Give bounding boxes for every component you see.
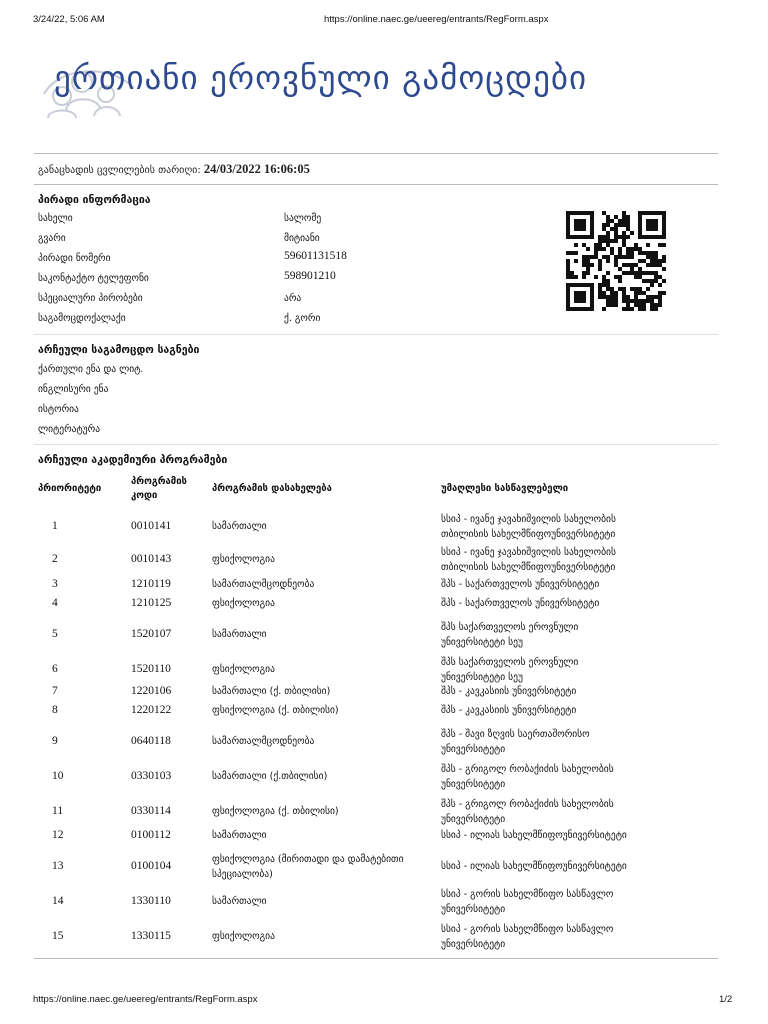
- row-program-code: 0010141: [131, 520, 172, 532]
- row-program-code: 1220122: [131, 704, 172, 716]
- row-institution: შპს - კავკასიის უნივერსიტეტი: [441, 705, 577, 716]
- divider: [34, 444, 718, 445]
- row-program-code: 0100112: [131, 829, 171, 841]
- pi-value-personal-number: 59601131518: [284, 250, 347, 262]
- row-institution: შპს საქართველოს ეროვნული: [441, 622, 579, 633]
- row-program-code: 1220106: [131, 685, 172, 697]
- row-program-name: სამართალი (ქ.თბილისი): [212, 771, 328, 782]
- row-institution: სსიპ - ივანე ჯავახიშვილის სახელობის: [441, 547, 616, 558]
- row-institution: უნივერსიტეტი: [441, 939, 506, 950]
- row-institution: უნივერსიტეტი: [441, 744, 506, 755]
- row-priority: 6: [52, 663, 58, 675]
- row-program-code: 1210125: [131, 597, 172, 609]
- pi-value-phone: 598901210: [284, 270, 336, 282]
- row-priority: 3: [52, 578, 58, 590]
- header-program-name: პროგრამის დასახელება: [212, 483, 332, 494]
- subject-item: ინგლისური ენა: [38, 384, 109, 395]
- row-institution: შპს - გრიგოლ რობაქიძის სახელობის: [441, 764, 614, 775]
- row-priority: 4: [52, 597, 58, 609]
- row-program-name: სამართალი (ქ. თბილისი): [212, 686, 331, 697]
- row-program-name: ფსიქოლოგია (მირითადი და დამატებითი: [212, 854, 404, 865]
- row-institution: უნივერსიტეტი სეუ: [441, 637, 523, 648]
- row-program-code: 1520110: [131, 663, 171, 675]
- row-priority: 2: [52, 553, 58, 565]
- header-priority: პრიორიტეტი: [38, 483, 102, 494]
- row-institution: შპს - გრიგოლ რობაქიძის სახელობის: [441, 799, 614, 810]
- subject-item: ქართული ენა და ლიტ.: [38, 364, 144, 375]
- row-program-code: 0640118: [131, 735, 171, 747]
- row-institution: სსიპ - ილიას სახელმწიფოუნივერსიტეტი: [441, 861, 627, 872]
- row-priority: 10: [52, 770, 64, 782]
- row-program-name: ფსიქოლოგია: [212, 554, 275, 565]
- print-footer-url: https://online.naec.ge/ueereg/entrants/RegForm.aspx: [33, 994, 258, 1005]
- row-program-name: სამართალმცოდნეობა: [212, 579, 315, 590]
- row-program-name: ფსიქოლოგია: [212, 598, 275, 609]
- row-priority: 12: [52, 829, 64, 841]
- personal-info-title: პირადი ინფორმაცია: [38, 194, 151, 206]
- pi-value-exam-city: ქ. გორი: [284, 313, 321, 324]
- divider: [34, 334, 718, 335]
- subject-item: ისტორია: [38, 404, 79, 415]
- row-priority: 7: [52, 685, 58, 697]
- row-program-code: 0010143: [131, 553, 172, 565]
- row-program-name: ფსიქოლოგია (ქ. თბილისი): [212, 705, 339, 716]
- row-program-name: სამართალი: [212, 896, 267, 907]
- subject-item: ლიტერატურა: [38, 424, 101, 435]
- application-date-value: 24/03/2022 16:06:05: [203, 162, 310, 176]
- row-institution: შპს - საქართველოს უნივერსიტეტი: [441, 598, 600, 609]
- row-program-name: სამართალი: [212, 629, 267, 640]
- row-priority: 8: [52, 704, 58, 716]
- page-number: 1/2: [719, 994, 733, 1005]
- row-program-code: 1520107: [131, 628, 172, 640]
- row-institution: შპს - კავკასიის უნივერსიტეტი: [441, 686, 577, 697]
- row-priority: 9: [52, 735, 58, 747]
- row-program-code: 1210119: [131, 578, 171, 590]
- row-program-code: 0100104: [131, 860, 172, 872]
- pi-label-last-name: გვარი: [38, 233, 66, 244]
- qr-code: [566, 211, 666, 311]
- divider: [34, 184, 718, 185]
- row-program-name: ფსიქოლოგია: [212, 664, 275, 675]
- row-priority: 1: [52, 520, 58, 532]
- programs-title: არჩეული აკადემიური პროგრამები: [38, 454, 228, 466]
- row-institution: სსიპ - გორის სახელმწიფო სასწავლო: [441, 924, 614, 935]
- row-program-name: სამართალმცოდნეობა: [212, 736, 315, 747]
- row-program-name: ფსიქოლოგია: [212, 931, 275, 942]
- header-code: [131, 475, 187, 503]
- print-datetime: 3/24/22, 5:06 AM: [33, 14, 105, 25]
- row-institution: უნივერსიტეტი სეუ: [441, 672, 523, 683]
- row-institution: შპს - შავი ზღვის საერთაშორისო: [441, 729, 590, 740]
- pi-value-first-name: სალომე: [284, 213, 322, 224]
- logo-title: ერთიანი ეროვნული გამოცდები: [54, 58, 588, 97]
- header-code-line1: პროგრამის: [131, 476, 187, 487]
- row-priority: 15: [52, 930, 64, 942]
- row-program-name: ფსიქოლოგია (ქ. თბილისი): [212, 806, 339, 817]
- pi-label-first-name: სახელი: [38, 213, 73, 224]
- row-institution: უნივერსიტეტი: [441, 904, 506, 915]
- row-priority: 14: [52, 895, 64, 907]
- row-priority: 11: [52, 805, 64, 817]
- row-institution: უნივერსიტეტი: [441, 814, 506, 825]
- row-program-code: 0330103: [131, 770, 172, 782]
- pi-label-exam-city: საგამოცდოქალაქი: [38, 313, 126, 324]
- row-institution: სსიპ - გორის სახელმწიფო სასწავლო: [441, 889, 614, 900]
- row-priority: 13: [52, 860, 64, 872]
- application-date-line: [38, 162, 310, 177]
- application-date-label: განაცხადის ცვლილების თარიღი:: [38, 165, 201, 176]
- subjects-title: არჩეული საგამოცდო საგნები: [38, 344, 200, 356]
- divider: [34, 153, 718, 154]
- row-institution: უნივერსიტეტი: [441, 779, 506, 790]
- row-priority: 5: [52, 628, 58, 640]
- row-institution: შპს საქართველოს ეროვნული: [441, 657, 579, 668]
- pi-value-last-name: მიტიანი: [284, 233, 320, 244]
- row-program-code: 0330114: [131, 805, 171, 817]
- row-institution: თბილისის სახელმწიფოუნივერსიტეტი: [441, 562, 616, 573]
- pi-label-personal-number: პირადი ნომერი: [38, 253, 111, 264]
- row-program-name: სპეციალობა): [212, 869, 273, 880]
- divider: [34, 958, 718, 959]
- row-program-code: 1330115: [131, 930, 171, 942]
- pi-label-phone: საკონტაქტო ტელეფონი: [38, 273, 149, 284]
- print-url: https://online.naec.ge/ueereg/entrants/RegForm.aspx: [324, 14, 549, 25]
- row-program-name: სამართალი: [212, 521, 267, 532]
- pi-label-special-conditions: სპეციალური პირობები: [38, 293, 143, 304]
- row-institution: თბილისის სახელმწიფოუნივერსიტეტი: [441, 529, 616, 540]
- row-institution: სსიპ - ივანე ჯავახიშვილის სახელობის: [441, 514, 616, 525]
- pi-value-special-conditions: არა: [284, 293, 302, 304]
- header-institution: უმაღლესი სასწავლებელი: [441, 483, 569, 494]
- row-program-name: სამართალი: [212, 830, 267, 841]
- header-code-line2: კოდი: [131, 490, 158, 501]
- row-program-code: 1330110: [131, 895, 171, 907]
- row-institution: სსიპ - ილიას სახელმწიფოუნივერსიტეტი: [441, 830, 627, 841]
- row-institution: შპს - საქართველოს უნივერსიტეტი: [441, 579, 600, 590]
